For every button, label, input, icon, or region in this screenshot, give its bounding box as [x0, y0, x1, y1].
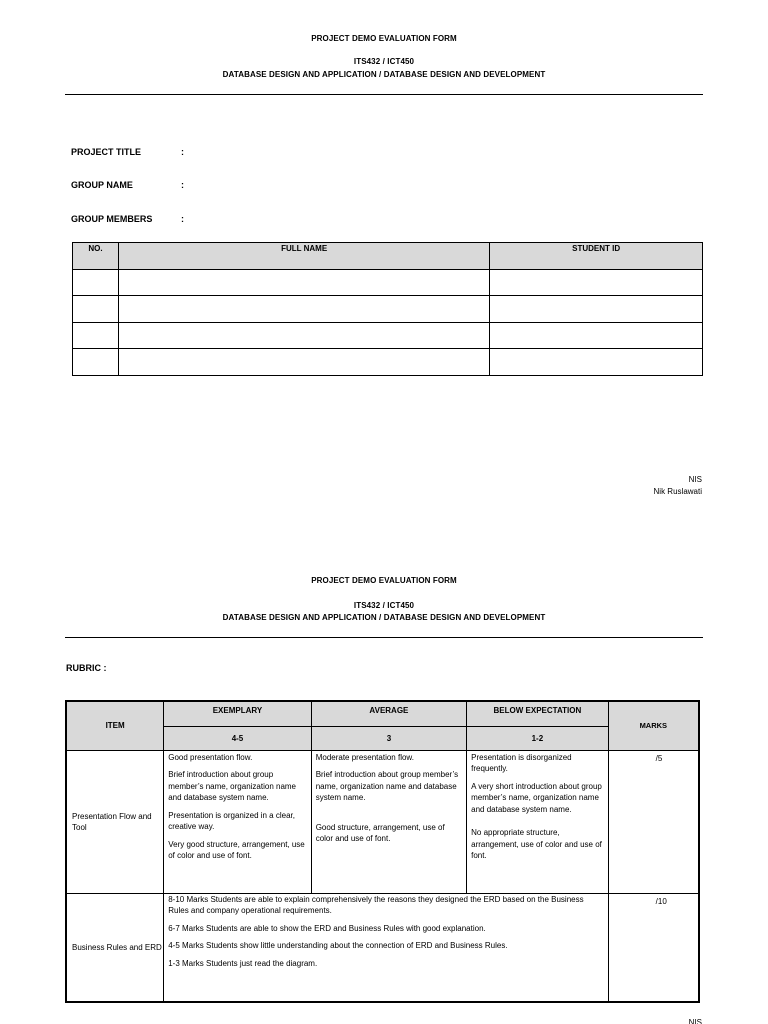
descriptor-text: Good presentation flow.	[168, 752, 253, 762]
col-header-full-name: FULL NAME	[118, 243, 489, 270]
table-row	[73, 270, 703, 296]
descriptor-text: Moderate presentation flow.	[315, 752, 414, 762]
marks-business-rules[interactable]: /10	[608, 893, 699, 1002]
no-cell[interactable]	[73, 349, 119, 375]
descriptor-text: Brief introduction about group member’s name, organization name and database system name.	[315, 770, 459, 802]
item-header: ITEM	[66, 701, 164, 750]
table-row	[73, 349, 703, 375]
level-below-expectation: BELOW EXPECTATION	[467, 701, 609, 726]
signature-initials-2: NIS	[688, 1018, 702, 1024]
descriptor-text: No appropriate structure, arrangement, use of color and use of font.	[471, 828, 602, 860]
descriptor-text: A very short introduction about group member’s name, organization name and database system name.	[471, 781, 602, 814]
rubric-row-business-rules	[66, 893, 699, 1002]
descriptor-text: 4-5 Marks Students show little understanding about the connection of ERD and Business Rules.	[168, 941, 508, 950]
col-header-student-id: STUDENT ID	[490, 243, 703, 270]
project-title-label: PROJECT TITLE	[71, 147, 142, 157]
student-id-cell[interactable]	[490, 296, 703, 322]
form-title-2: PROJECT DEMO EVALUATION FORM	[311, 576, 457, 585]
no-cell[interactable]	[73, 296, 119, 322]
course-name: DATABASE DESIGN AND APPLICATION / DATABASE DESIGN AND DEVELOPMENT	[222, 70, 546, 79]
criterion-business-rules: Business Rules and ERD	[66, 893, 164, 1002]
full-name-cell[interactable]	[118, 296, 489, 322]
signature-initials: NIS	[688, 475, 702, 484]
header-divider	[65, 94, 703, 95]
form-title: PROJECT DEMO EVALUATION FORM	[311, 34, 457, 43]
project-title-colon: :	[181, 147, 184, 157]
signature-name: Nik Ruslawati	[653, 487, 702, 496]
full-name-cell[interactable]	[118, 322, 489, 348]
student-id-cell[interactable]	[490, 322, 703, 348]
exemplary-descriptor	[164, 750, 311, 893]
descriptor-text: Presentation is disorganized frequently.	[471, 752, 572, 773]
rubric-table	[65, 700, 700, 1003]
rubric-label: RUBRIC :	[66, 663, 107, 673]
marks-presentation[interactable]: /5	[608, 750, 699, 893]
marks-header: MARKS	[608, 701, 699, 750]
range-average: 3	[311, 726, 466, 750]
full-name-cell[interactable]	[118, 270, 489, 296]
level-exemplary: EXEMPLARY	[164, 701, 311, 726]
group-name-label: GROUP NAME	[71, 180, 133, 190]
no-cell[interactable]	[73, 270, 119, 296]
descriptor-text: 6-7 Marks Students are able to show the ERD and Business Rules with good explanation.	[168, 923, 486, 933]
range-below-expectation: 1-2	[467, 726, 609, 750]
rubric-row-presentation	[66, 750, 699, 893]
average-descriptor	[311, 750, 466, 893]
range-exemplary: 4-5	[164, 726, 311, 750]
header-divider-2	[65, 637, 703, 638]
course-code: ITS432 / ICT450	[353, 57, 415, 66]
business-rules-descriptor	[164, 893, 608, 1002]
criterion-presentation-flow: Presentation Flow and Tool	[66, 750, 164, 893]
group-members-label: GROUP MEMBERS	[71, 214, 153, 224]
level-average: AVERAGE	[311, 701, 466, 726]
members-header-row	[73, 243, 703, 270]
below-expectation-descriptor	[467, 750, 609, 893]
table-row	[73, 296, 703, 322]
group-members-colon: :	[181, 214, 184, 224]
members-table	[72, 242, 703, 376]
course-name-2: DATABASE DESIGN AND APPLICATION / DATABASE DESIGN AND DEVELOPMENT	[222, 613, 546, 622]
rubric-header-row	[66, 701, 699, 726]
course-code-2: ITS432 / ICT450	[353, 601, 415, 610]
student-id-cell[interactable]	[490, 349, 703, 375]
descriptor-text: Presentation is organized in a clear, creative way.	[168, 810, 295, 831]
descriptor-text: Brief introduction about group member’s name, organization name and database system name.	[168, 770, 297, 802]
descriptor-text: Good structure, arrangement, use of color and use of font.	[315, 822, 445, 843]
table-row	[73, 322, 703, 348]
descriptor-text: Very good structure, arrangement, use of color and use of font.	[168, 839, 305, 860]
group-name-colon: :	[181, 180, 184, 190]
student-id-cell[interactable]	[490, 270, 703, 296]
col-header-no: NO.	[73, 243, 119, 270]
full-name-cell[interactable]	[118, 349, 489, 375]
descriptor-text: 1-3 Marks Students just read the diagram.	[168, 958, 318, 968]
no-cell[interactable]	[73, 322, 119, 348]
descriptor-text: 8-10 Marks Students are able to explain comprehensively the reasons they designed the ERD based on the Business Rules and company operational requirements.	[168, 894, 584, 915]
